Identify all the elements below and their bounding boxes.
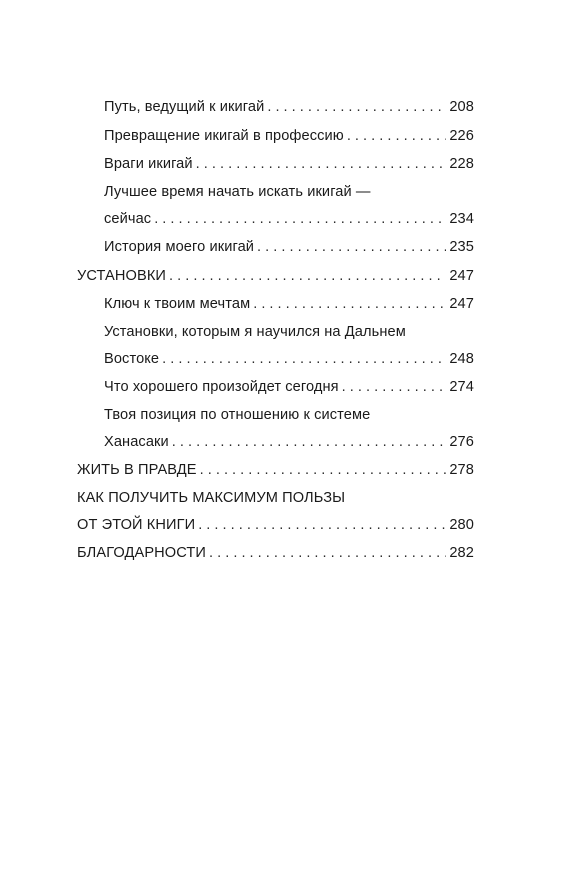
toc-section-title-first-line: КАК ПОЛУЧИТЬ МАКСИМУМ ПОЛЬЗЫ xyxy=(77,489,346,506)
toc-entry-title: Ханасаки xyxy=(104,433,169,450)
toc-entry xyxy=(77,485,474,540)
toc-line xyxy=(104,122,474,151)
toc-line xyxy=(77,511,474,540)
toc-page-number: 235 xyxy=(449,239,474,255)
toc-page-number: 276 xyxy=(449,433,474,450)
toc-page-number: 208 xyxy=(449,99,474,115)
toc-leader-dots xyxy=(154,205,446,234)
toc-page-number: 228 xyxy=(449,156,474,172)
toc-entry xyxy=(104,93,474,122)
toc-page-number: 248 xyxy=(449,350,474,367)
toc-entry xyxy=(104,373,474,402)
toc-section-title: ЖИТЬ В ПРАВДЕ xyxy=(77,462,197,478)
toc-line xyxy=(104,345,474,374)
toc-leader-dots xyxy=(209,539,446,568)
toc-page-number: 247 xyxy=(449,296,474,312)
toc-leader-dots xyxy=(162,345,446,374)
toc-entry xyxy=(77,456,474,485)
toc-leader-dots xyxy=(200,456,447,485)
toc-entry-title-first-line: Твоя позиция по отношению к системе xyxy=(104,406,371,423)
toc-entry xyxy=(77,539,474,568)
toc-leader-dots xyxy=(196,150,447,179)
toc-line xyxy=(77,485,474,511)
toc-entry xyxy=(104,150,474,179)
toc-entry xyxy=(104,402,474,457)
toc-section-title: БЛАГОДАРНОСТИ xyxy=(77,545,207,561)
toc-entry-title: Путь, ведущий к икигай xyxy=(104,99,265,115)
toc-entry xyxy=(104,319,474,374)
toc-leader-dots xyxy=(253,290,446,319)
toc-page-number: 280 xyxy=(449,516,474,533)
table-of-contents xyxy=(77,93,474,568)
toc-entry xyxy=(77,262,474,291)
toc-page-number: 247 xyxy=(449,267,474,284)
toc-line xyxy=(104,373,474,402)
toc-entry xyxy=(104,179,474,234)
toc-line xyxy=(77,456,474,485)
toc-line xyxy=(104,290,474,319)
toc-entry-title-first-line: Лучшее время начать искать икигай — xyxy=(104,183,371,200)
toc-leader-dots xyxy=(172,428,447,457)
toc-entry xyxy=(104,290,474,319)
toc-page-number: 226 xyxy=(449,127,474,144)
toc-leader-dots xyxy=(169,262,446,291)
toc-entry-title-first-line: Установки, которым я научился на Дальнем xyxy=(104,323,406,340)
toc-leader-dots xyxy=(257,233,446,262)
toc-entry xyxy=(104,233,474,262)
toc-entry-title: Враги икигай xyxy=(104,156,193,172)
toc-entry-title: сейчас xyxy=(104,210,152,227)
toc-line xyxy=(104,150,474,179)
toc-leader-dots xyxy=(347,122,447,151)
toc-line xyxy=(77,539,474,568)
toc-leader-dots xyxy=(267,93,446,122)
toc-page-number: 274 xyxy=(449,379,474,395)
toc-line xyxy=(104,233,474,262)
toc-line xyxy=(104,402,474,428)
toc-leader-dots xyxy=(342,373,447,402)
toc-page-number: 278 xyxy=(449,462,474,478)
toc-entry-title: История моего икигай xyxy=(104,239,255,255)
toc-page-number: 282 xyxy=(449,545,474,561)
toc-entry xyxy=(104,122,474,151)
toc-line xyxy=(77,262,474,291)
toc-entry-title: Превращение икигай в профессию xyxy=(104,127,344,144)
toc-line xyxy=(104,319,474,345)
toc-page-number: 234 xyxy=(449,210,474,227)
toc-entry-title: Востоке xyxy=(104,350,160,367)
toc-section-title: ОТ ЭТОЙ КНИГИ xyxy=(77,516,196,533)
toc-line xyxy=(104,93,474,122)
toc-leader-dots xyxy=(198,511,446,540)
toc-line xyxy=(104,428,474,457)
toc-line xyxy=(104,205,474,234)
toc-section-title: УСТАНОВКИ xyxy=(77,267,167,284)
toc-line xyxy=(104,179,474,205)
toc-entry-title: Ключ к твоим мечтам xyxy=(104,296,251,312)
toc-entry-title: Что хорошего произойдет сегодня xyxy=(104,379,339,395)
